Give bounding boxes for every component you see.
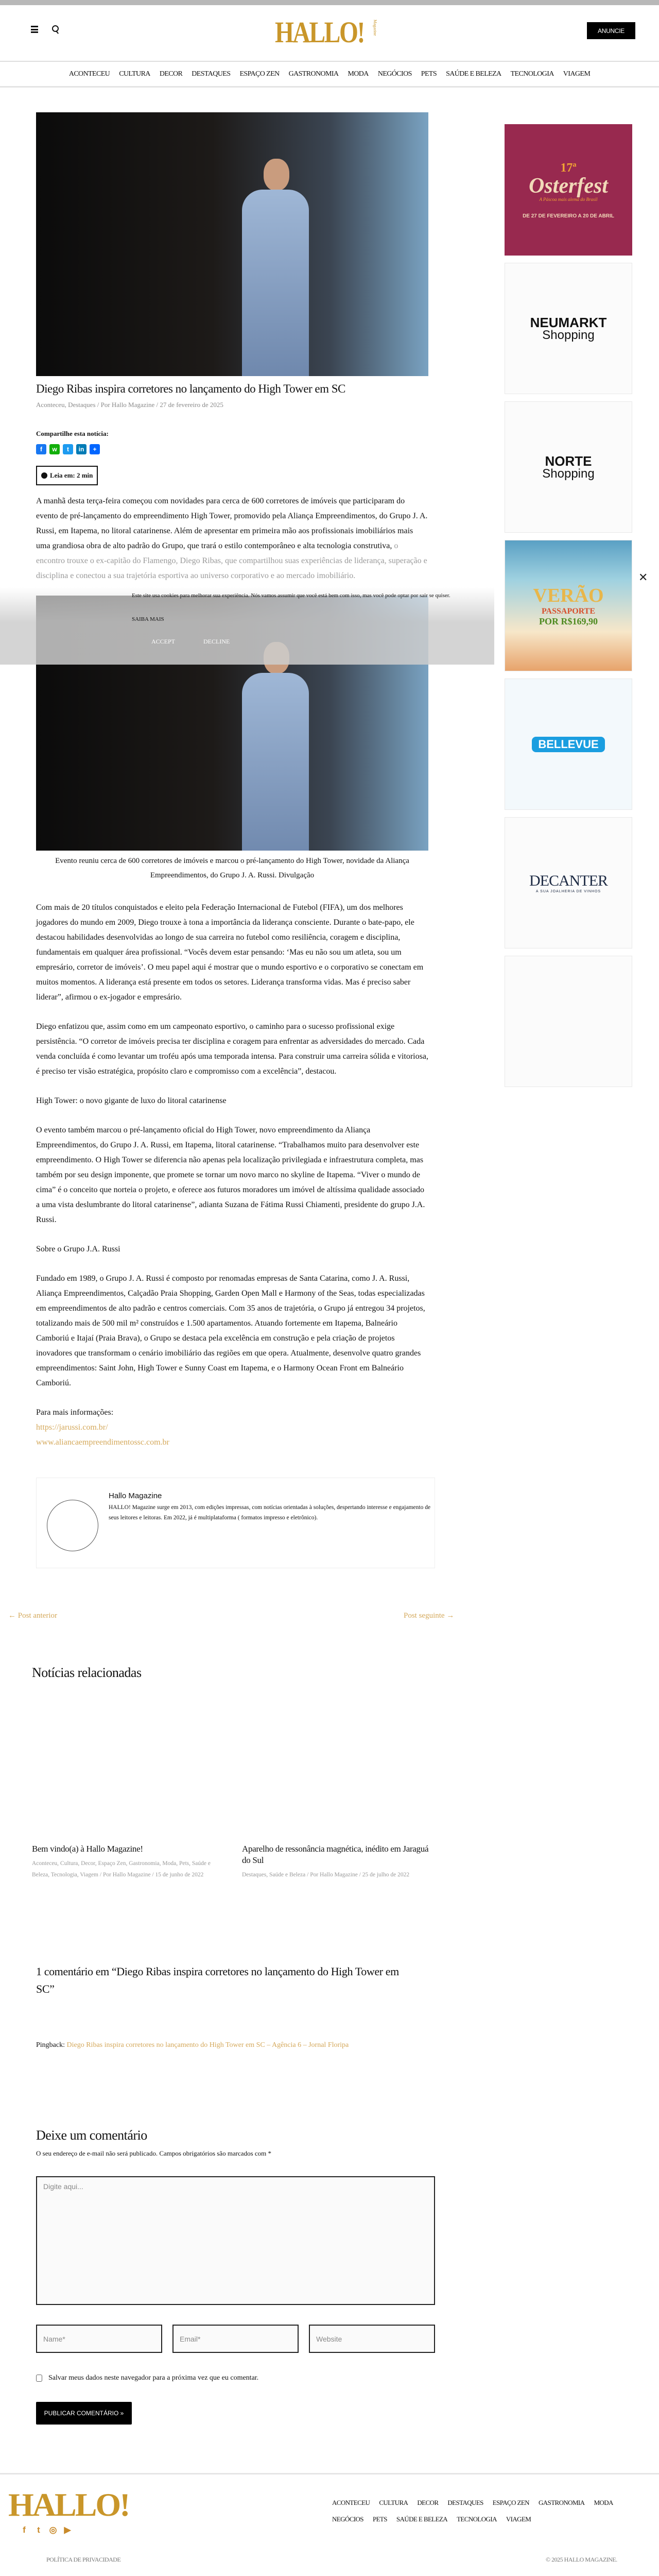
- footer-nav-item[interactable]: NEGÓCIOS: [332, 2515, 363, 2523]
- accept-button[interactable]: ACCEPT: [151, 638, 176, 645]
- ad-text: Shopping: [542, 466, 595, 481]
- header-icons: [31, 25, 60, 34]
- author-name: Hallo Magazine: [109, 1492, 162, 1500]
- article-paragraph: Fundado em 1989, o Grupo J. A. Russi é composto por renomadas empresas de Santa Catarina, como J. A. Russi, Aliança Empreendimentos, Calçadão Praia Shopping, Garden Open Mall e Harmony of the Seas, todas especializadas em empreendimentos de alto padrão e centros comerciais. Com 35 anos de trajetória, o Grupo já entregou 34 projetos, totalizando mais de 500 mil m² construídos e 1.500 apartamentos. Atuando fortemente em Itapema, Balneário Camboriú e Itajaí (Praia Brava), o Grupo se destaca pela excelência em construção e pela criação de projetos inovadores que transformam o cenário imobiliário das regiões em que opera. Atualmente, desenvolve quatro grandes empreendimentos: Saint John, High Tower e Sunny Coast em Itapema, e o Harmony Ocean Front em Balneário Camboriú.: [36, 1274, 425, 1387]
- share-label: Compartilhe esta notícia:: [36, 430, 109, 437]
- footer-nav-item[interactable]: GASTRONOMIA: [538, 2499, 585, 2506]
- more-info-label: Para mais informações:: [36, 1408, 114, 1417]
- nav-item[interactable]: NEGÓCIOS: [377, 70, 412, 78]
- article-paragraph: Diego enfatizou que, assim como em um campeonato esportivo, o caminho para o sucesso profissional exige persistência. “O corretor de imóveis precisa ter disciplina e coragem para enfrentar as adversidades do mercado. Cada venda concluída é como levantar um troféu após uma temporada intensa. Para construir uma carreira sólida e vitoriosa, é preciso ter visão estratégica, propósito claro e compromisso com a excelência”, destacou.: [36, 1022, 428, 1076]
- youtube-icon[interactable]: ▶: [64, 2525, 71, 2535]
- logo-text: HALLO!: [8, 2486, 129, 2523]
- twitter-icon[interactable]: t: [37, 2525, 40, 2535]
- ad-text: Shopping: [542, 328, 595, 342]
- nav-item[interactable]: TECNOLOGIA: [510, 70, 554, 78]
- footer-nav-item[interactable]: MODA: [594, 2499, 613, 2506]
- ad-bellevue[interactable]: [505, 679, 632, 810]
- saiba-mais-link[interactable]: SAIBA MAIS: [132, 616, 164, 622]
- menu-icon[interactable]: [31, 26, 38, 33]
- related-title[interactable]: Bem vindo(a) à Hallo Magazine!: [32, 1844, 143, 1854]
- sidebar-ads: [505, 124, 632, 1094]
- ad-decanter[interactable]: [505, 817, 632, 948]
- ad-text: BELLEVUE: [532, 737, 604, 752]
- nav-item[interactable]: SAÚDE E BELEZA: [446, 70, 501, 78]
- related-heading: Notícias relacionadas: [32, 1665, 142, 1680]
- footer-divider: [0, 2473, 659, 2475]
- privacy-policy-link[interactable]: POLÍTICA DE PRIVACIDADE: [46, 2556, 121, 2563]
- ad-norte-shopping[interactable]: [505, 401, 632, 533]
- pingback-link[interactable]: Diego Ribas inspira corretores no lançamento do High Tower em SC – Agência 6 – Jornal Floripa: [66, 2041, 349, 2049]
- related-meta: Aconteceu, Cultura, Decor, Espaço Zen, Gastronomia, Moda, Pets, Saúde e Beleza, Tecnologia, Viagem / Por Hallo Magazine / 15 de junho de 2022: [32, 1860, 211, 1878]
- footer-logo[interactable]: [8, 2488, 129, 2521]
- required-note: O seu endereço de e-mail não será publicado. Campos obrigatórios são marcados com *: [36, 2149, 272, 2157]
- hero-image: [36, 112, 428, 376]
- footer-nav-item[interactable]: PETS: [372, 2515, 387, 2523]
- ad-text: PASSAPORTE: [541, 607, 596, 616]
- nav-item[interactable]: PETS: [421, 70, 437, 78]
- ad-empty: [505, 956, 632, 1087]
- twitter-icon[interactable]: t: [63, 444, 73, 454]
- footer-nav-item[interactable]: ACONTECEU: [332, 2499, 370, 2506]
- article-title: Diego Ribas inspira corretores no lançamento do High Tower em SC: [36, 382, 345, 395]
- footer-nav-item[interactable]: CULTURA: [379, 2499, 408, 2506]
- related-item[interactable]: [32, 1843, 228, 1880]
- nav-item[interactable]: DESTAQUES: [192, 70, 231, 78]
- prev-post-link[interactable]: ← Post anterior: [8, 1612, 57, 1620]
- related-title[interactable]: Aparelho de ressonância magnética, inédito em Jaraguá do Sul: [242, 1844, 429, 1865]
- email-field[interactable]: Email*: [172, 2325, 299, 2353]
- intro-text: A manhã desta terça-feira começou com novidades para cerca de 600 corretores de imóveis que participaram do evento de pré-lançamento do empreendimento High Tower, promovido pela Aliança Empreendimentos, do Grupo J. A. Russi, em Itapema, no litoral catarinense. Além de apresentar em primeira mão aos profissionais imobiliários mais uma grandiosa obra de alto padrão do Grupo, que trará o estilo contemporâneo e alta tecnologia construtiva,: [36, 497, 428, 550]
- whatsapp-icon[interactable]: w: [49, 444, 60, 454]
- ad-osterfest[interactable]: [505, 124, 632, 256]
- nav-item[interactable]: ACONTECEU: [68, 70, 110, 78]
- facebook-icon[interactable]: f: [23, 2525, 26, 2535]
- linkedin-icon[interactable]: in: [76, 444, 86, 454]
- ad-text: VERÃO: [533, 585, 604, 606]
- anuncie-button[interactable]: ANUNCIE: [587, 22, 635, 39]
- footer-nav: [332, 2499, 636, 2523]
- nav-item[interactable]: MODA: [348, 70, 369, 78]
- nav-item[interactable]: GASTRONOMIA: [288, 70, 339, 78]
- ad-text: POR R$169,90: [539, 616, 598, 626]
- nav-item[interactable]: CULTURA: [119, 70, 150, 78]
- ad-text: DE 27 DE FEVEREIRO A 20 DE ABRIL: [523, 213, 614, 219]
- footer-nav-item[interactable]: SAÚDE E BELEZA: [396, 2515, 448, 2523]
- name-field[interactable]: Name*: [36, 2325, 162, 2353]
- avatar: [47, 1500, 98, 1551]
- article: [36, 381, 428, 1450]
- save-data-checkbox[interactable]: [36, 2375, 42, 2382]
- pingback: [36, 2041, 349, 2049]
- related-meta: Destaques, Saúde e Beleza / Por Hallo Magazine / 25 de julho de 2022: [242, 1872, 410, 1878]
- copyright: © 2025 HALLO MAGAZINE.: [546, 2556, 617, 2563]
- ad-verao[interactable]: [505, 540, 632, 671]
- article-paragraph: Com mais de 20 títulos conquistados e eleito pela Federação Internacional de Futebol (FIFA), um dos melhores jogadores do mundo em 2009, Diego trouxe à tona a importância da liderança consciente. Durante o bate-papo, ele destacou habilidades desenvolvidas ao longo de sua carreira no futebol como resiliência, coragem e disciplina, fundamentais em qualquer área profissional. “Vocês devem estar pensando: ‘Mas eu não sou um atleta, sou um empresário, corretor de imóveis’. O meu papel aqui é mostrar que o mundo esportivo e o corporativo se conectam em muitos momentos. A liderança está presente em todos os setores. Liderança transforma vidas. Mas é preciso saber liderar”, afirmou o ex-jogador e empresário.: [36, 903, 424, 1002]
- footer-nav-item[interactable]: VIAGEM: [506, 2515, 531, 2523]
- comments-heading: 1 comentário em “Diego Ribas inspira corretores no lançamento do High Tower em SC”: [36, 1965, 399, 1995]
- footer-nav-item[interactable]: DECOR: [417, 2499, 439, 2506]
- close-icon[interactable]: ✕: [638, 571, 648, 584]
- footer-nav-item[interactable]: DESTAQUES: [447, 2499, 483, 2506]
- ad-neumarkt[interactable]: [505, 263, 632, 394]
- nav-item[interactable]: DECOR: [159, 70, 183, 78]
- next-post-link[interactable]: Post seguinte →: [404, 1612, 455, 1620]
- ad-text: 17ª: [560, 161, 577, 175]
- website-field[interactable]: Website: [309, 2325, 435, 2353]
- comment-form-heading: Deixe um comentário: [36, 2128, 147, 2143]
- external-link[interactable]: https://jarussi.com.br/: [36, 1423, 108, 1432]
- social-links: [20, 2524, 72, 2536]
- save-data-option: [36, 2374, 258, 2382]
- instagram-icon[interactable]: ◎: [49, 2525, 57, 2535]
- share-buttons: [36, 444, 428, 454]
- intro-text-faded: o encontro trouxe o ex-capitão do Flamengo, Diego Ribas, que compartilhou suas experiências de liderança, superação e disciplina e conectou a sua trajetória esportiva ao universo corporativo e ao mercado imobiliário.: [36, 541, 427, 580]
- ad-text: A Páscoa mais alemã do Brasil: [539, 196, 598, 202]
- ad-text: NEUMARKT: [530, 314, 607, 330]
- cookie-banner: [0, 587, 494, 665]
- speaker-figure: [242, 642, 309, 851]
- read-time-text: Leia em: 2 min: [50, 471, 93, 479]
- related-item[interactable]: [242, 1843, 438, 1880]
- nav-item[interactable]: ESPAÇO ZEN: [239, 70, 280, 78]
- logo-subtext: Magazine: [373, 20, 377, 36]
- comment-textarea[interactable]: Digite aqui...: [36, 2176, 435, 2305]
- article-subheading: High Tower: o novo gigante de luxo do litoral catarinense: [36, 1096, 227, 1105]
- article-paragraph: [36, 494, 428, 583]
- speaker-figure: [242, 159, 309, 376]
- ad-text: Osterfest: [529, 174, 608, 198]
- main-nav: [0, 61, 659, 88]
- footer-nav-item[interactable]: ESPAÇO ZEN: [492, 2499, 529, 2506]
- read-time-badge: [36, 466, 98, 485]
- nav-item[interactable]: VIAGEM: [563, 70, 591, 78]
- clock-icon: [41, 472, 47, 479]
- article-paragraph: O evento também marcou o pré-lançamento oficial do High Tower, novo empreendimento da Aliança Empreendimentos, do Grupo J. A. Russi, em Itapema, litoral catarinense. “Trabalhamos muito para desenvolver este empreendimento. O High Tower se diferencia não apenas pela localização privilegiada e infraestrutura completa, mas também por seu design imponente, que promete se tornar um novo marco no skyline de Itapema. “Viver o mundo de cima” é o conceito que norteia o projeto, e oferece aos futuros moradores um imóvel de altíssima qualidade associado a uma vista deslumbrante do litoral catarinense”, adianta Suzana de Fátima Russi Chiamenti, presidente do grupo J.A. Russi.: [36, 1126, 425, 1224]
- site-logo[interactable]: [275, 15, 384, 49]
- image-caption: Evento reuniu cerca de 600 corretores de imóveis e marcou o pré-lançamento do High Tower, novidade da Aliança Empreendimentos, do Grupo J. A. Russi. Divulgação: [55, 857, 409, 879]
- publish-comment-button[interactable]: PUBLICAR COMENTÁRIO »: [36, 2402, 132, 2425]
- ad-text: NORTE: [545, 453, 592, 469]
- share-icon[interactable]: +: [90, 444, 100, 454]
- article-meta: Aconteceu, Destaques / Por Hallo Magazine / 27 de fevereiro de 2025: [36, 401, 223, 409]
- author-bio: HALLO! Magazine surge em 2013, com edições impressas, com notícias orientadas à soluções, despertando interesse e engajamento de seus leitores e leitoras. Em 2022, já é multiplataforma ( formatos impresso e eletrônico).: [109, 1504, 431, 1521]
- ad-text: DECANTER: [529, 872, 608, 889]
- search-icon[interactable]: [51, 25, 60, 34]
- external-link[interactable]: www.aliancaempreendimentossc.com.br: [36, 1438, 169, 1447]
- ad-text: A SUA JOALHERIA DE VINHOS: [535, 890, 601, 893]
- logo-text: HALLO!: [275, 15, 364, 49]
- author-box: [36, 1478, 435, 1568]
- top-bar: [0, 0, 659, 5]
- article-subheading: Sobre o Grupo J.A. Russi: [36, 1245, 120, 1253]
- save-data-label: Salvar meus dados neste navegador para a próxima vez que eu comentar.: [48, 2374, 259, 2382]
- cookie-text: Este site usa cookies para melhorar sua experiência. Nós vamos assumir que você está bem com isso, mas você pode optar por sair se quiser.: [132, 592, 450, 599]
- footer-nav-item[interactable]: TECNOLOGIA: [457, 2515, 497, 2523]
- pingback-label: Pingback:: [36, 2041, 65, 2049]
- decline-button[interactable]: DECLINE: [203, 638, 230, 645]
- facebook-icon[interactable]: f: [36, 444, 46, 454]
